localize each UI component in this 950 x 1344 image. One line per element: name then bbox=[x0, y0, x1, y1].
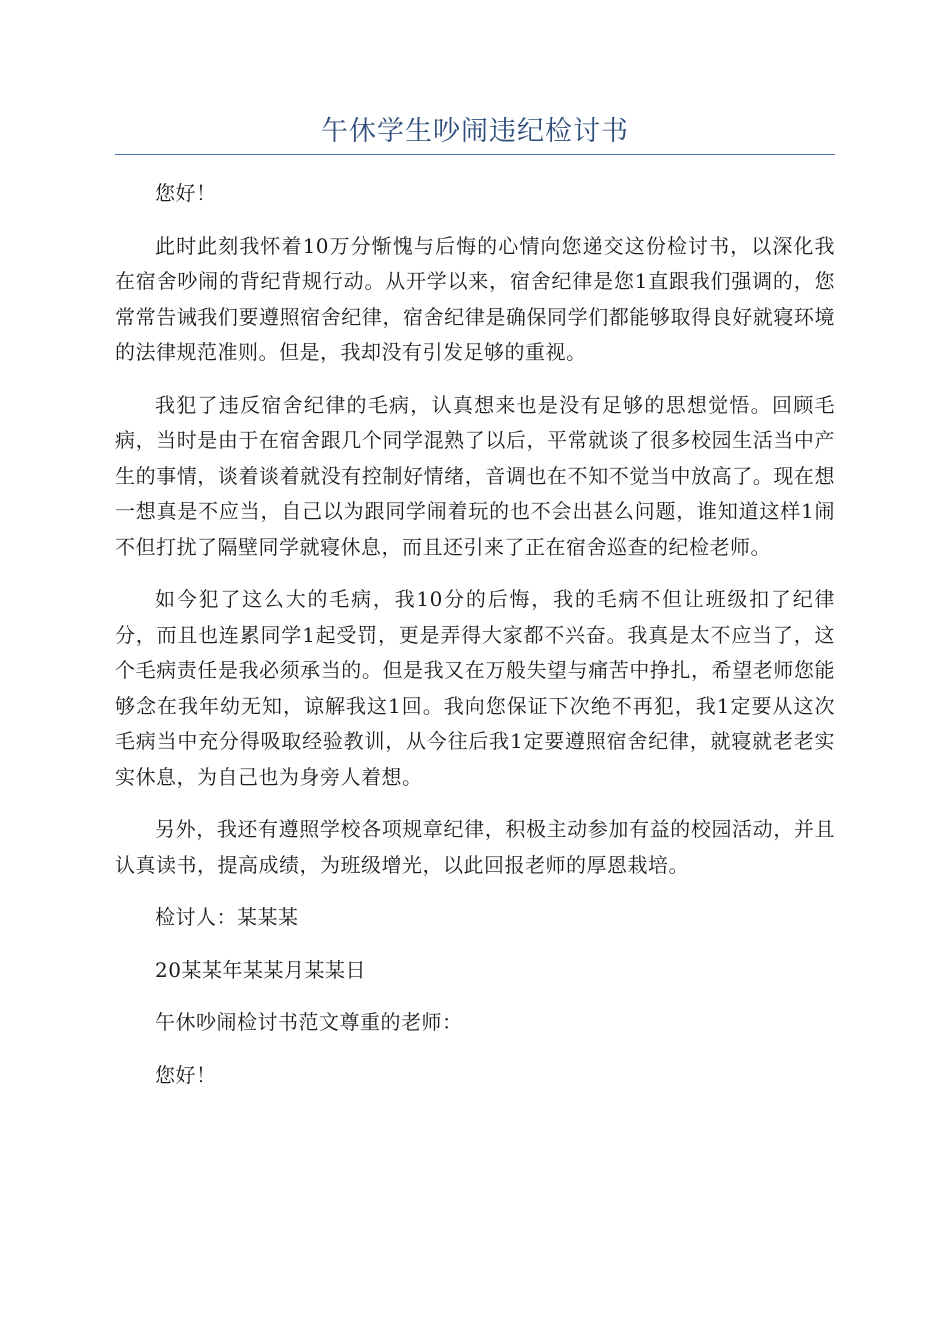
next-greeting: 您好！ bbox=[155, 1062, 217, 1087]
paragraph-reflection: 我犯了违反宿舍纪律的毛病，认真想来也是没有足够的思想觉悟。回顾毛病，当时是由于在宿舍跟几个同学混熟了以后，平常就谈了很多校园生活当中产生的事情，谈着谈着就没有控制好情绪，音调也在不知不觉当中放高了。现在想一想真是不应当，自己以为跟同学闹着玩的也不会出甚么问题，谁知道这样1闹不但打扰了隔壁同学就寝休息，而且还引来了正在宿舍巡查的纪检老师。 bbox=[115, 392, 835, 559]
title-underline bbox=[115, 154, 835, 155]
paragraph-intro: 此时此刻我怀着10万分惭愧与后悔的心情向您递交这份检讨书，以深化我在宿舍吵闹的背纪背规行动。从开学以来，宿舍纪律是您1直跟我们强调的，您常常告诫我们要遵照宿舍纪律，宿舍纪律是确保同学们都能够取得良好就寝环境的法律规范准则。但是，我却没有引发足够的重视。 bbox=[115, 233, 835, 364]
document-title: 午休学生吵闹违纪检讨书 bbox=[321, 116, 629, 147]
signature-line: 检讨人：某某某 bbox=[155, 905, 299, 929]
next-sample-heading: 午休吵闹检讨书范文尊重的老师： bbox=[155, 1010, 463, 1034]
document-body bbox=[115, 176, 835, 1110]
paragraph-promise: 如今犯了这么大的毛病，我10分的后悔，我的毛病不但让班级扣了纪律分，而且也连累同学1起受罚，更是弄得大家都不兴奋。我真是太不应当了，这个毛病责任是我必须承当的。但是我又在万般失望与痛苦中挣扎，希望老师您能够念在我年幼无知，谅解我这1回。我向您保证下次绝不再犯，我1定要从这次毛病当中充分得吸取经验教训，从今往后我1定要遵照宿舍纪律，就寝就老老实实休息，为自己也为身旁人着想。 bbox=[115, 587, 835, 789]
date-line: 20某某年某某月某某日 bbox=[155, 957, 366, 982]
greeting: 您好！ bbox=[155, 181, 217, 205]
paragraph-closing: 另外，我还有遵照学校各项规章纪律，积极主动参加有益的校园活动，并且认真读书，提高成绩，为班级增光，以此回报老师的厚恩栽培。 bbox=[115, 817, 835, 877]
